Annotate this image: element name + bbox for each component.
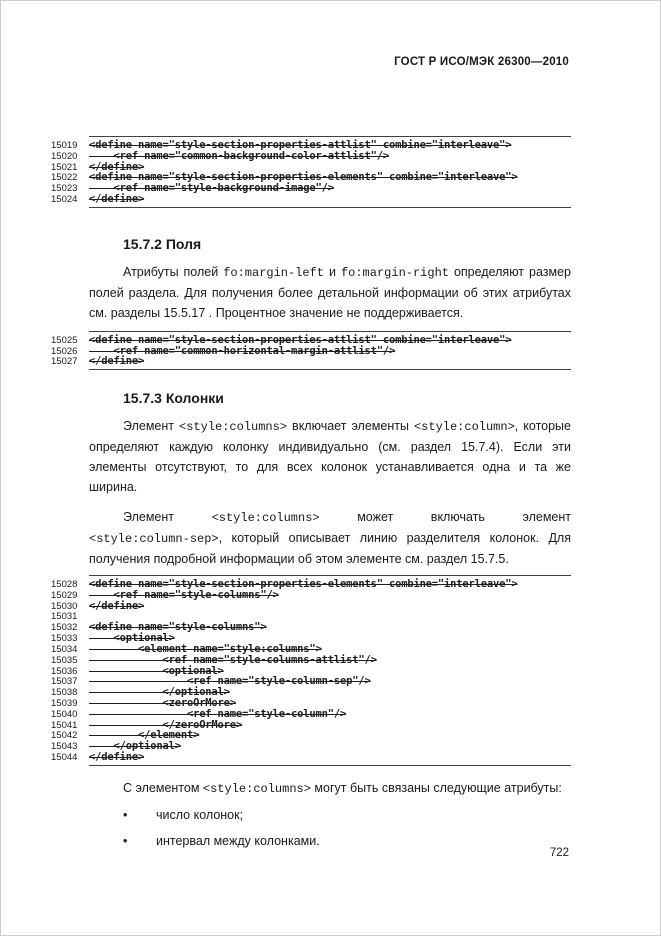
code-text: <ref name="style-background-image"/> bbox=[89, 182, 334, 195]
code-line bbox=[1, 161, 660, 172]
line-number: 15034 bbox=[51, 643, 78, 655]
code-text: <ref name="style-column"/> bbox=[89, 707, 347, 720]
line-number: 15031 bbox=[51, 610, 78, 622]
paragraph-columns-2 bbox=[89, 507, 571, 569]
line-number: 15032 bbox=[51, 622, 78, 634]
code-text: <zeroOrMore> bbox=[89, 696, 236, 709]
listing-bottom-rule bbox=[89, 207, 571, 208]
code-line bbox=[1, 697, 660, 708]
page-number: 722 bbox=[549, 847, 569, 859]
code-line bbox=[1, 751, 660, 762]
listing-bottom-rule bbox=[89, 369, 571, 370]
code-text: </define> bbox=[89, 192, 145, 205]
inline-code: <style:column> bbox=[413, 420, 515, 435]
inline-code: fo:margin-left bbox=[223, 265, 325, 280]
code-text: <optional> bbox=[89, 632, 175, 645]
code-line bbox=[1, 589, 660, 600]
code-line bbox=[1, 182, 660, 193]
code-text: <ref name="style-columns-attlist"/> bbox=[89, 653, 377, 666]
line-number: 15040 bbox=[51, 708, 78, 720]
code-text: <define name="style-columns"> bbox=[89, 621, 267, 634]
code-line bbox=[1, 719, 660, 730]
inline-code: <style:column-sep> bbox=[89, 532, 219, 547]
code-line bbox=[1, 345, 660, 356]
line-number: 15023 bbox=[51, 183, 78, 195]
section-heading-margins: 15.7.2 Поля bbox=[123, 235, 202, 252]
inline-code: <style:columns> bbox=[179, 420, 288, 435]
code-text: </define> bbox=[89, 355, 145, 368]
code-line bbox=[1, 675, 660, 686]
code-line bbox=[1, 643, 660, 654]
listing-lines bbox=[1, 576, 660, 765]
code-text: </optional> bbox=[89, 686, 230, 699]
text-run: , который описывает линию разделителя колонок. Для получения подробной информации об этом элементе см. раздел 15.7.5. bbox=[89, 531, 571, 567]
schema-listing-3 bbox=[1, 575, 660, 766]
line-number: 15044 bbox=[51, 751, 78, 763]
code-text: <define name="style-section-properties-elements" combine="interleave"> bbox=[89, 171, 518, 184]
line-number: 15025 bbox=[51, 334, 78, 346]
section-heading-columns: 15.7.3 Колонки bbox=[123, 390, 224, 407]
code-text: <ref name="style-column-sep"/> bbox=[89, 675, 371, 688]
code-line bbox=[1, 632, 660, 643]
code-text: </define> bbox=[89, 750, 145, 763]
code-line bbox=[1, 578, 660, 589]
code-text: <define name="style-section-properties-attlist" combine="interleave"> bbox=[89, 139, 512, 151]
text-run: включает элементы bbox=[287, 419, 414, 434]
code-line bbox=[1, 686, 660, 697]
inline-code: <style:columns> bbox=[202, 781, 311, 796]
code-text: </define> bbox=[89, 599, 145, 612]
code-text: <define name="style-section-properties-attlist" combine="interleave"> bbox=[89, 333, 512, 346]
attribute-bullet-list bbox=[1, 805, 660, 851]
code-text: <ref name="style-columns"/> bbox=[89, 588, 279, 601]
inline-code: <style:columns> bbox=[211, 511, 320, 526]
line-number: 15020 bbox=[51, 150, 78, 162]
listing-lines bbox=[1, 137, 660, 207]
paragraph-columns-attributes bbox=[89, 778, 571, 799]
code-line bbox=[1, 621, 660, 632]
code-line bbox=[1, 729, 660, 740]
code-line bbox=[1, 139, 660, 150]
text-run: могут быть связаны следующие атрибуты: bbox=[310, 780, 562, 795]
text-run: определяют размер полей раздела. Для получения более детальной информации об этих атрибутах см. разделы 15.5.17 . Процентное значение не поддерживается. bbox=[89, 264, 571, 320]
line-number: 15027 bbox=[51, 356, 78, 368]
code-text: <ref name="common-horizontal-margin-attlist"/> bbox=[89, 344, 396, 357]
line-number: 15030 bbox=[51, 600, 78, 612]
code-line bbox=[1, 355, 660, 366]
bullet-icon: • bbox=[123, 807, 128, 822]
text-run: Элемент bbox=[123, 510, 212, 525]
schema-listing-2 bbox=[1, 331, 660, 370]
line-number: 15026 bbox=[51, 345, 78, 357]
bullet-item bbox=[123, 831, 571, 851]
code-text: <define name="style-section-properties-elements" combine="interleave"> bbox=[89, 578, 518, 591]
code-text: </zeroOrMore> bbox=[89, 718, 243, 731]
text-run: Атрибуты полей bbox=[123, 264, 224, 279]
code-line bbox=[1, 150, 660, 161]
code-line bbox=[1, 665, 660, 676]
paragraph-margins bbox=[89, 262, 571, 323]
bullet-icon: • bbox=[123, 833, 128, 848]
code-text: <optional> bbox=[89, 664, 224, 677]
line-number: 15036 bbox=[51, 665, 78, 677]
line-number: 15037 bbox=[51, 676, 78, 688]
code-line bbox=[1, 708, 660, 719]
line-number: 15028 bbox=[51, 579, 78, 591]
line-number: 15029 bbox=[51, 589, 78, 601]
line-number: 15035 bbox=[51, 654, 78, 666]
line-number: 15042 bbox=[51, 730, 78, 742]
bullet-text: интервал между колонками. bbox=[156, 833, 320, 848]
code-line bbox=[1, 740, 660, 751]
line-number: 15019 bbox=[51, 140, 78, 151]
text-run: Элемент bbox=[123, 419, 180, 434]
paragraph-columns-1 bbox=[89, 416, 571, 497]
text-run: С элементом bbox=[123, 780, 203, 795]
code-line bbox=[1, 171, 660, 182]
schema-listing-1 bbox=[1, 136, 660, 208]
line-number: 15022 bbox=[51, 172, 78, 184]
text-run: может включать элемент bbox=[319, 510, 571, 525]
listing-lines bbox=[1, 332, 660, 369]
bullet-text: число колонок; bbox=[156, 807, 244, 822]
line-number: 15021 bbox=[51, 161, 78, 173]
line-number: 15039 bbox=[51, 697, 78, 709]
inline-code: fo:margin-right bbox=[340, 265, 449, 280]
code-text: <ref name="common-background-color-attlist"/> bbox=[89, 149, 389, 162]
line-number: 15024 bbox=[51, 193, 78, 205]
doc-code-header: ГОСТ Р ИСО/МЭК 26300—2010 bbox=[394, 56, 569, 68]
line-number: 15038 bbox=[51, 687, 78, 699]
code-text: </optional> bbox=[89, 740, 181, 753]
code-text: </define> bbox=[89, 160, 145, 173]
line-number: 15033 bbox=[51, 633, 78, 645]
code-text: </element> bbox=[89, 729, 200, 742]
text-run: и bbox=[324, 264, 341, 279]
text-run: , которые определяют каждую колонку индивидуально (см. раздел 15.7.4). Если эти элементы отсутствуют, то для всех колонок устанавливается одна и та же ширина. bbox=[89, 419, 571, 495]
code-line bbox=[1, 334, 660, 345]
bullet-item bbox=[123, 805, 571, 825]
code-line bbox=[1, 611, 660, 622]
code-line bbox=[1, 600, 660, 611]
code-text: <element name="style:columns"> bbox=[89, 642, 322, 655]
line-number: 15043 bbox=[51, 741, 78, 753]
code-line bbox=[1, 193, 660, 204]
code-line bbox=[1, 654, 660, 665]
listing-bottom-rule bbox=[89, 765, 571, 766]
line-number: 15041 bbox=[51, 719, 78, 731]
